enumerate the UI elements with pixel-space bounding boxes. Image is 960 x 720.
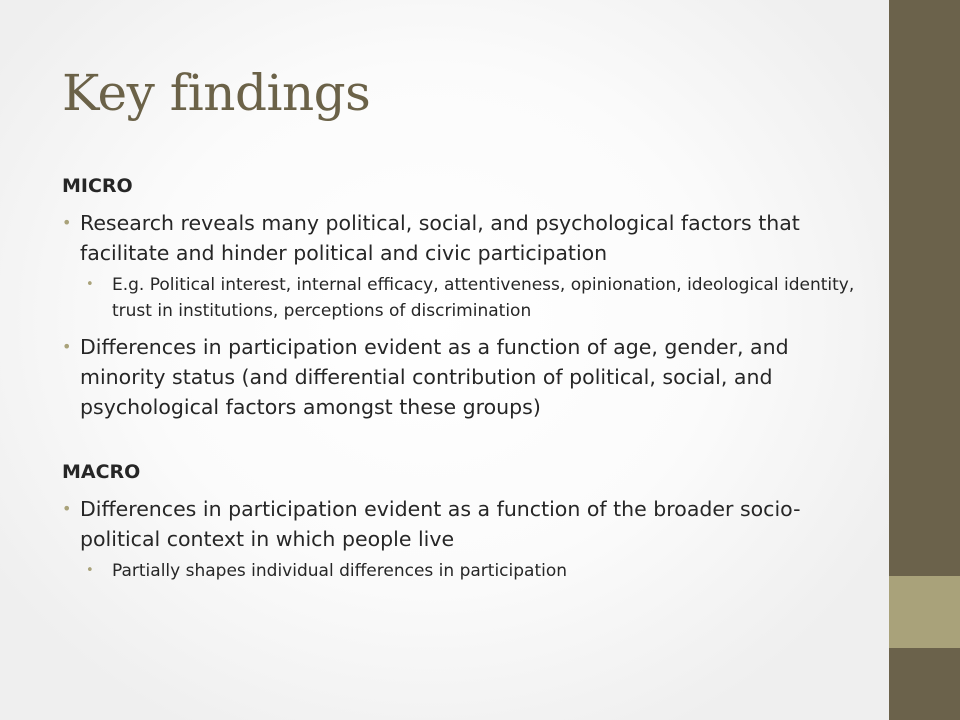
decorative-sidebar: [889, 0, 960, 720]
sidebar-band-accent: [889, 576, 960, 648]
bullet-dot-icon: •: [62, 337, 72, 356]
sidebar-band-bottom: [889, 648, 960, 720]
bullet-text: Differences in participation evident as a function of age, gender, and minority status (and differential contribution of political, social, and psychological factors amongst these groups): [80, 335, 789, 419]
bullet-dot-icon: •: [62, 213, 72, 232]
sub-bullet-macro-shapes: [62, 558, 862, 584]
bullet-macro-differences: [62, 494, 862, 554]
section-spacer: [62, 422, 862, 458]
sidebar-band-top: [889, 0, 960, 576]
section-heading-micro: MICRO: [62, 175, 133, 197]
bullet-micro-differences: [62, 332, 862, 422]
sub-bullet-dot-icon: •: [86, 277, 94, 292]
sub-bullet-text: E.g. Political interest, internal efficacy, attentiveness, opinionation, ideological identity, trust in institutions, perceptions of discrimination: [112, 275, 855, 321]
sub-bullet-text: Partially shapes individual differences in participation: [112, 561, 568, 581]
bullet-dot-icon: •: [62, 499, 72, 518]
slide-title: Key findings: [62, 64, 371, 122]
section-heading-macro: MACRO: [62, 461, 141, 483]
bullet-micro-research: [62, 208, 862, 268]
sub-bullet-micro-examples: [62, 272, 862, 324]
bullet-text: Research reveals many political, social, and psychological factors that facilitate and hinder political and civic participation: [80, 211, 800, 265]
sub-bullet-dot-icon: •: [86, 563, 94, 578]
bullet-text: Differences in participation evident as a function of the broader socio-political context in which people live: [80, 497, 801, 551]
slide-body: [62, 172, 862, 584]
